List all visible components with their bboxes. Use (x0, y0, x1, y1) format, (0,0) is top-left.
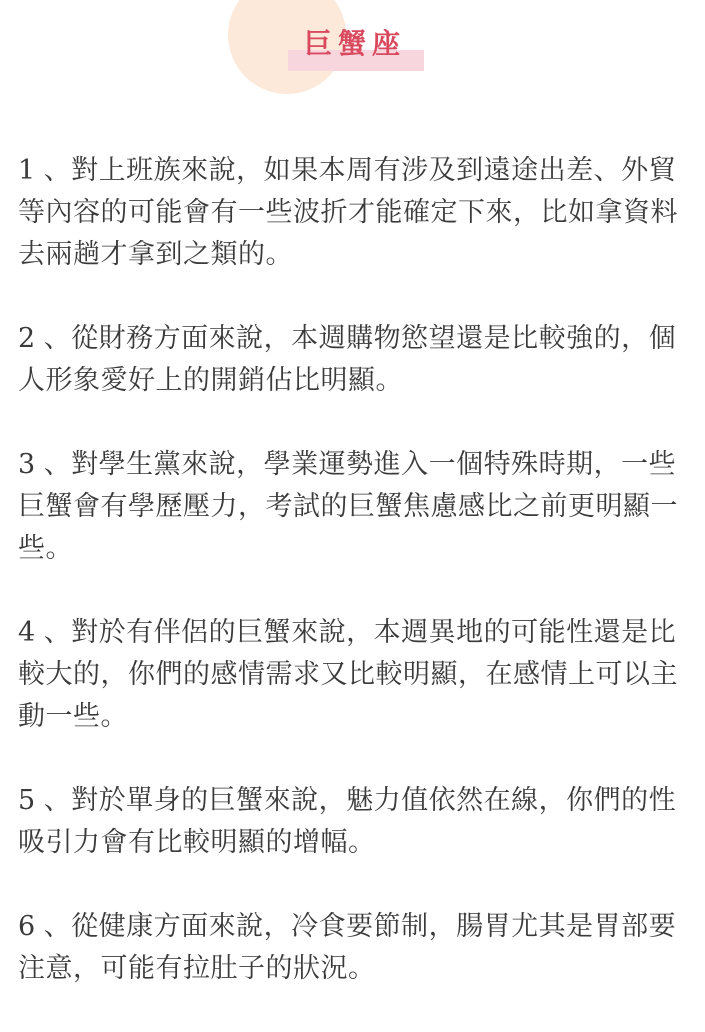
item-text: 、從健康方面來說，冷食要節制，腸胃尤其是胃部要注意，可能有拉肚子的狀況。 (18, 911, 677, 984)
list-item (18, 444, 690, 570)
item-text: 、對於單身的巨蟹來說，魅力值依然在線，你們的性吸引力會有比較明顯的增幅。 (18, 785, 677, 858)
item-text: 、對於有伴侶的巨蟹來說，本週異地的可能性還是比較大的，你們的感情需求又比較明顯，在感情上可以主動一些。 (18, 617, 678, 732)
list-item (18, 150, 690, 276)
item-number: 6 (18, 911, 36, 942)
item-number: 5 (18, 785, 36, 816)
item-text: 、從財務方面來說，本週購物慾望還是比較強的，個人形象愛好上的開銷佔比明顯。 (18, 323, 677, 396)
list-item (18, 906, 690, 990)
item-text: 、對上班族來說，如果本周有涉及到遠途出差、外貿等內容的可能會有一些波折才能確定下來，比如拿資料去兩趟才拿到之類的。 (18, 155, 678, 270)
page-title: 巨蟹座 (303, 27, 406, 60)
item-number: 1 (18, 155, 36, 186)
item-text: 、對學生黨來說，學業運勢進入一個特殊時期，一些巨蟹會有學歷壓力，考試的巨蟹焦慮感比之前更明顯一些。 (18, 449, 678, 564)
list-item (18, 612, 690, 738)
horoscope-list (18, 150, 690, 1032)
list-item (18, 780, 690, 864)
list-item (18, 318, 690, 402)
item-number: 2 (18, 323, 36, 354)
item-number: 4 (18, 617, 36, 648)
item-number: 3 (18, 449, 36, 480)
